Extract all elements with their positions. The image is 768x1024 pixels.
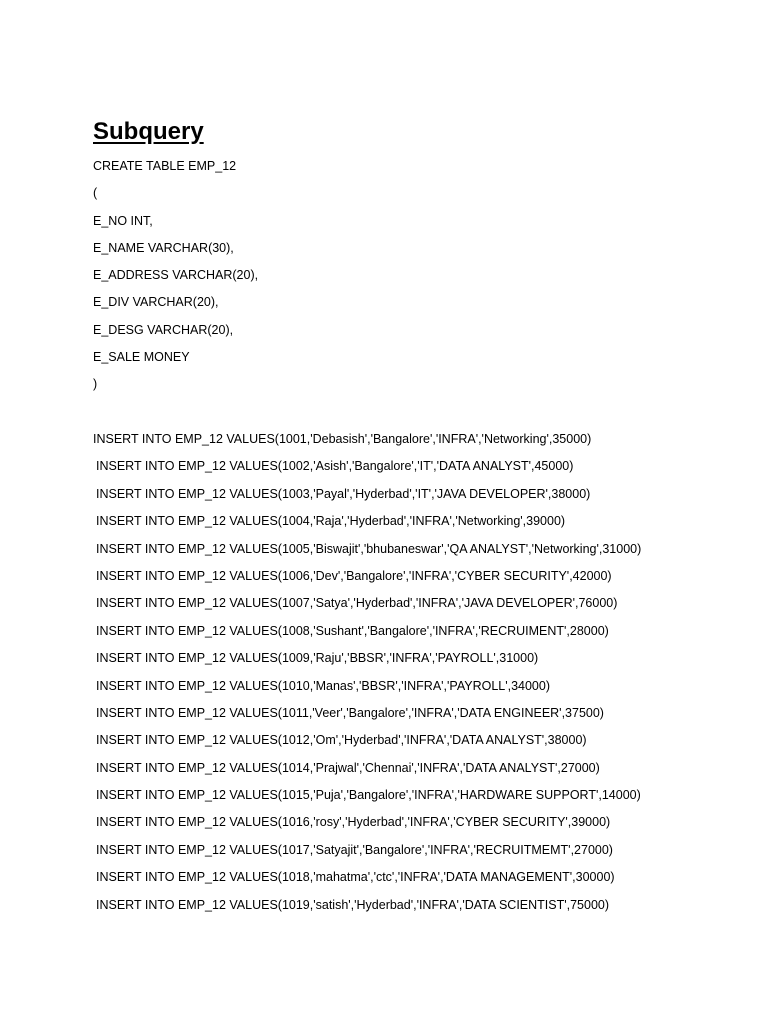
create-table-line: CREATE TABLE EMP_12	[93, 159, 237, 173]
create-table-line: E_SALE MONEY	[93, 350, 190, 365]
insert-statement: INSERT INTO EMP_12 VALUES(1003,'Payal','Hyderbad','IT','JAVA DEVELOPER',38000)	[96, 486, 591, 501]
create-table-line: (	[93, 186, 98, 201]
insert-statement: INSERT INTO EMP_12 VALUES(1006,'Dev','Bangalore','INFRA','CYBER SECURITY',42000)	[96, 568, 612, 583]
create-table-line: )	[93, 377, 98, 392]
insert-statements-block	[93, 431, 641, 924]
insert-statement: INSERT INTO EMP_12 VALUES(1002,'Asish','Bangalore','IT','DATA ANALYST',45000)	[96, 459, 574, 474]
insert-statement: INSERT INTO EMP_12 VALUES(1001,'Debasish','Bangalore','INFRA','Networking',35000)	[93, 432, 592, 446]
page-title: Subquery	[93, 118, 204, 145]
insert-statement: INSERT INTO EMP_12 VALUES(1019,'satish','Hyderbad','INFRA','DATA SCIENTIST',75000)	[96, 897, 610, 912]
insert-statement: INSERT INTO EMP_12 VALUES(1008,'Sushant','Bangalore','INFRA','RECRUIMENT',28000)	[96, 623, 609, 638]
insert-statement: INSERT INTO EMP_12 VALUES(1007,'Satya','Hyderbad','INFRA','JAVA DEVELOPER',76000)	[96, 596, 618, 611]
create-table-line: E_DIV VARCHAR(20),	[93, 295, 219, 310]
insert-statement: INSERT INTO EMP_12 VALUES(1010,'Manas','BBSR','INFRA','PAYROLL',34000)	[96, 678, 550, 693]
insert-statement: INSERT INTO EMP_12 VALUES(1017,'Satyajit','Bangalore','INFRA','RECRUITMEMT',27000)	[96, 842, 613, 857]
insert-statement: INSERT INTO EMP_12 VALUES(1011,'Veer','Bangalore','INFRA','DATA ENGINEER',37500)	[96, 705, 604, 720]
create-table-line: E_DESG VARCHAR(20),	[93, 322, 234, 337]
insert-statement: INSERT INTO EMP_12 VALUES(1005,'Biswajit','bhubaneswar','QA ANALYST','Networking',31000)	[96, 541, 642, 556]
insert-statement: INSERT INTO EMP_12 VALUES(1004,'Raja','Hyderbad','INFRA','Networking',39000)	[96, 514, 566, 529]
insert-statement: INSERT INTO EMP_12 VALUES(1012,'Om','Hyderbad','INFRA','DATA ANALYST',38000)	[96, 733, 587, 748]
create-table-line: E_ADDRESS VARCHAR(20),	[93, 268, 259, 283]
insert-statement: INSERT INTO EMP_12 VALUES(1016,'rosy','Hyderbad','INFRA','CYBER SECURITY',39000)	[96, 815, 611, 830]
create-table-line: E_NO INT,	[93, 213, 153, 228]
create-table-line: E_NAME VARCHAR(30),	[93, 240, 234, 255]
insert-statement: INSERT INTO EMP_12 VALUES(1009,'Raju','BBSR','INFRA','PAYROLL',31000)	[96, 651, 539, 666]
create-table-block	[93, 158, 258, 404]
insert-statement: INSERT INTO EMP_12 VALUES(1014,'Prajwal','Chennai','INFRA','DATA ANALYST',27000)	[96, 760, 600, 775]
insert-statement: INSERT INTO EMP_12 VALUES(1018,'mahatma','ctc','INFRA','DATA MANAGEMENT',30000)	[96, 870, 615, 885]
insert-statement: INSERT INTO EMP_12 VALUES(1015,'Puja','Bangalore','INFRA','HARDWARE SUPPORT',14000)	[96, 788, 641, 803]
